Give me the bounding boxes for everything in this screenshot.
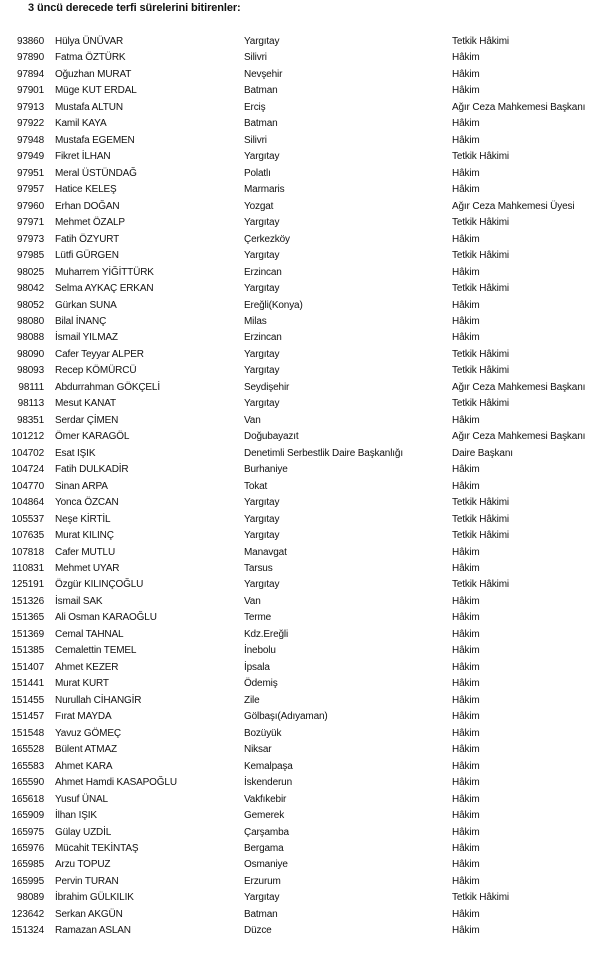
job-title: Hâkim	[452, 925, 480, 937]
registry-number: 165976	[11, 842, 44, 854]
list-row	[0, 248, 600, 264]
person-name: Ali Osman KARAOĞLU	[55, 612, 157, 624]
registry-number: 98351	[16, 414, 44, 426]
registry-number: 97948	[16, 134, 44, 146]
registry-number: 165909	[11, 810, 44, 822]
place-of-duty: Seydişehir	[244, 381, 290, 393]
job-title: Hâkim	[452, 52, 480, 64]
job-title: Hâkim	[452, 233, 480, 245]
registry-number: 151324	[11, 925, 44, 937]
person-name: Fatih ÖZYURT	[55, 233, 120, 245]
job-title: Tetkik Hâkimi	[452, 365, 509, 377]
place-of-duty: Erzincan	[244, 266, 282, 278]
person-name: Nurullah CİHANGİR	[55, 694, 142, 706]
list-row	[0, 413, 600, 429]
place-of-duty: Tarsus	[244, 563, 273, 574]
job-title: Hâkim	[452, 68, 480, 80]
place-of-duty: Ereğli(Konya)	[244, 299, 303, 311]
registry-number: 98113	[17, 398, 44, 410]
person-name: Serdar ÇİMEN	[55, 414, 119, 426]
job-title: Hâkim	[452, 760, 480, 772]
job-title: Tetkik Hâkimi	[452, 250, 509, 262]
place-of-duty: Niksar	[244, 744, 272, 756]
person-name: Muharrem YİĞİTTÜRK	[55, 266, 154, 278]
person-name: Ahmet KARA	[55, 760, 113, 772]
person-name: Neşe KİRTİL	[55, 513, 111, 525]
person-name: İbrahim GÜLKILIK	[55, 892, 134, 904]
list-row	[0, 495, 600, 511]
place-of-duty: Burhaniye	[244, 464, 288, 476]
registry-number: 98090	[16, 348, 44, 360]
place-of-duty: Yargıtay	[244, 348, 280, 360]
job-title: Hâkim	[452, 826, 480, 838]
registry-number: 97957	[16, 184, 44, 196]
place-of-duty: Denetimli Serbestlik Daire Başkanlığı	[244, 447, 403, 459]
job-title: Hâkim	[452, 859, 480, 871]
list-row	[0, 166, 600, 182]
list-row	[0, 907, 600, 923]
place-of-duty: Yargıtay	[244, 36, 280, 47]
list-row	[0, 808, 600, 824]
job-title: Hâkim	[452, 727, 480, 739]
registry-number: 151441	[11, 678, 44, 690]
person-name: Yavuz GÖMEÇ	[55, 727, 121, 739]
registry-number: 165528	[11, 744, 44, 756]
registry-number: 107818	[11, 546, 44, 558]
place-of-duty: Yargıtay	[244, 151, 280, 163]
person-name: İsmail SAK	[55, 595, 103, 607]
registry-number: 151548	[11, 727, 44, 739]
registry-number: 97913	[16, 101, 44, 113]
place-of-duty: Yozgat	[244, 200, 274, 212]
place-of-duty: Ödemiş	[244, 678, 278, 690]
job-title: Tetkik Hâkimi	[452, 579, 509, 591]
job-title: Hâkim	[452, 134, 480, 146]
registry-number: 151455	[11, 694, 44, 706]
person-name: Cemal TAHNAL	[55, 628, 124, 640]
list-row	[0, 709, 600, 725]
job-title: Tetkik Hâkimi	[452, 497, 509, 509]
place-of-duty: Silivri	[244, 52, 267, 64]
job-title: Hâkim	[452, 332, 480, 344]
registry-number: 165985	[11, 859, 44, 871]
list-row	[0, 643, 600, 659]
job-title: Hâkim	[452, 315, 480, 327]
place-of-duty: Vakfıkebir	[244, 793, 287, 805]
registry-number: 97951	[16, 167, 44, 179]
registry-number: 104770	[11, 480, 44, 492]
job-title: Hâkim	[452, 563, 480, 574]
person-name: Fırat MAYDA	[55, 711, 112, 723]
job-title: Hâkim	[452, 842, 480, 854]
list-row	[0, 83, 600, 99]
person-name: Yusuf ÜNAL	[55, 793, 108, 805]
list-row	[0, 923, 600, 939]
registry-number: 165590	[11, 777, 44, 789]
job-title: Ağır Ceza Mahkemesi Başkanı	[452, 431, 586, 443]
list-row	[0, 857, 600, 873]
person-name: Cafer MUTLU	[55, 546, 116, 558]
place-of-duty: Van	[244, 595, 261, 607]
registry-number: 123642	[11, 908, 44, 920]
place-of-duty: Bergama	[244, 842, 284, 854]
registry-number: 97985	[16, 250, 44, 262]
place-of-duty: Yargıtay	[244, 365, 280, 377]
place-of-duty: Yargıtay	[244, 497, 280, 509]
person-name: Erhan DOĞAN	[55, 200, 120, 212]
registry-number: 104724	[11, 464, 44, 476]
person-name: Müge KUT ERDAL	[55, 85, 137, 97]
job-title: Tetkik Hâkimi	[452, 530, 509, 542]
person-name: Hülya ÜNÜVAR	[55, 36, 124, 47]
registry-number: 97960	[16, 200, 44, 212]
place-of-duty: Yargıtay	[244, 217, 280, 229]
job-title: Hâkim	[452, 184, 480, 196]
place-of-duty: Erciş	[244, 101, 266, 113]
registry-number: 98080	[16, 315, 44, 327]
list-row	[0, 759, 600, 775]
place-of-duty: İnebolu	[244, 645, 276, 657]
job-title: Hâkim	[452, 744, 480, 756]
list-row	[0, 380, 600, 396]
registry-number: 97901	[16, 85, 44, 97]
list-row	[0, 825, 600, 841]
place-of-duty: Erzincan	[244, 332, 282, 344]
job-title: Daire Başkanı	[452, 447, 513, 459]
list-row	[0, 281, 600, 297]
job-title: Hâkim	[452, 464, 480, 476]
place-of-duty: İskenderun	[244, 777, 292, 789]
list-row	[0, 67, 600, 83]
job-title: Hâkim	[452, 299, 480, 311]
place-of-duty: Yargıtay	[244, 579, 280, 591]
registry-number: 107635	[11, 530, 44, 542]
place-of-duty: Çarşamba	[244, 826, 289, 838]
list-row	[0, 676, 600, 692]
person-name: Ömer KARAGÖL	[55, 431, 130, 443]
person-name: Recep KÖMÜRCÜ	[55, 365, 137, 377]
list-row	[0, 726, 600, 742]
list-row	[0, 890, 600, 906]
list-row	[0, 775, 600, 791]
person-name: Cemalettin TEMEL	[55, 645, 137, 657]
registry-number: 165995	[11, 875, 44, 887]
person-name: İlhan IŞIK	[55, 810, 97, 822]
person-name: Selma AYKAÇ ERKAN	[55, 283, 154, 295]
place-of-duty: Yargıtay	[244, 530, 280, 542]
job-title: Hâkim	[452, 414, 480, 426]
registry-number: 98088	[16, 332, 44, 344]
place-of-duty: Düzce	[244, 925, 272, 937]
registry-number: 101212	[11, 431, 44, 443]
registry-number: 151457	[11, 711, 44, 723]
person-name: Pervin TURAN	[55, 875, 119, 887]
person-name: Meral ÜSTÜNDAĞ	[55, 167, 137, 179]
registry-number: 97922	[16, 118, 44, 130]
job-title: Tetkik Hâkimi	[452, 892, 509, 904]
registry-number: 97894	[16, 68, 44, 80]
list-row	[0, 50, 600, 66]
job-title: Tetkik Hâkimi	[452, 348, 509, 360]
registry-number: 151365	[11, 612, 44, 624]
place-of-duty: Batman	[244, 85, 278, 97]
list-row	[0, 116, 600, 132]
list-row	[0, 512, 600, 528]
job-title: Hâkim	[452, 266, 480, 278]
list-row	[0, 149, 600, 165]
list-row	[0, 561, 600, 577]
job-title: Hâkim	[452, 678, 480, 690]
person-name: Mücahit TEKİNTAŞ	[55, 842, 139, 854]
registry-number: 98042	[16, 283, 44, 295]
list-row	[0, 347, 600, 363]
job-title: Tetkik Hâkimi	[452, 398, 509, 410]
registry-number: 98089	[16, 892, 44, 904]
job-title: Hâkim	[452, 661, 480, 673]
place-of-duty: Yargıtay	[244, 513, 280, 525]
registry-number: 98052	[16, 299, 44, 311]
job-title: Hâkim	[452, 694, 480, 706]
registry-number: 165583	[11, 760, 44, 772]
place-of-duty: Marmaris	[244, 184, 285, 196]
registry-number: 97949	[16, 151, 44, 163]
list-row	[0, 693, 600, 709]
list-row	[0, 874, 600, 890]
place-of-duty: Zile	[244, 694, 260, 706]
registry-number: 165975	[11, 826, 44, 838]
promotion-list	[0, 34, 600, 940]
person-name: Oğuzhan MURAT	[55, 68, 132, 80]
place-of-duty: Çerkezköy	[244, 233, 290, 245]
person-name: Fatma ÖZTÜRK	[55, 52, 126, 64]
list-row	[0, 100, 600, 116]
registry-number: 104864	[11, 497, 44, 509]
job-title: Tetkik Hâkimi	[452, 217, 509, 229]
person-name: Lütfi GÜRGEN	[55, 250, 119, 262]
person-name: Kamil KAYA	[55, 118, 107, 130]
registry-number: 125191	[11, 579, 44, 591]
place-of-duty: Batman	[244, 118, 278, 130]
registry-number: 151369	[11, 628, 44, 640]
registry-number: 97971	[16, 217, 44, 229]
person-name: Murat KURT	[55, 678, 109, 690]
place-of-duty: Doğubayazıt	[244, 431, 299, 443]
place-of-duty: İpsala	[244, 661, 270, 673]
list-row	[0, 298, 600, 314]
job-title: Tetkik Hâkimi	[452, 36, 509, 47]
job-title: Ağır Ceza Mahkemesi Üyesi	[452, 200, 575, 212]
job-title: Hâkim	[452, 167, 480, 179]
job-title: Hâkim	[452, 546, 480, 558]
list-row	[0, 462, 600, 478]
place-of-duty: Yargıtay	[244, 250, 280, 262]
person-name: Mehmet ÖZALP	[55, 217, 125, 229]
job-title: Hâkim	[452, 85, 480, 97]
list-row	[0, 215, 600, 231]
list-row	[0, 545, 600, 561]
job-title: Tetkik Hâkimi	[452, 513, 509, 525]
list-row	[0, 182, 600, 198]
document-heading: 3 üncü derecede terfi sürelerini bitirenler:	[28, 2, 241, 14]
person-name: Ramazan ASLAN	[55, 925, 131, 937]
place-of-duty: Milas	[244, 315, 267, 327]
person-name: Mesut KANAT	[55, 398, 116, 410]
job-title: Hâkim	[452, 711, 480, 723]
place-of-duty: Yargıtay	[244, 892, 280, 904]
job-title: Hâkim	[452, 612, 480, 624]
place-of-duty: Batman	[244, 908, 278, 920]
place-of-duty: Gölbaşı(Adıyaman)	[244, 711, 328, 723]
place-of-duty: Tokat	[244, 480, 268, 492]
person-name: Özgür KILINÇOĞLU	[55, 579, 144, 591]
place-of-duty: Van	[244, 414, 261, 426]
place-of-duty: Manavgat	[244, 546, 287, 558]
list-row	[0, 660, 600, 676]
list-row	[0, 429, 600, 445]
job-title: Hâkim	[452, 645, 480, 657]
job-title: Hâkim	[452, 777, 480, 789]
registry-number: 165618	[11, 793, 44, 805]
place-of-duty: Kdz.Ereğli	[244, 628, 289, 640]
registry-number: 93860	[16, 36, 44, 47]
registry-number: 151385	[11, 645, 44, 657]
job-title: Hâkim	[452, 628, 480, 640]
list-row	[0, 479, 600, 495]
job-title: Hâkim	[452, 595, 480, 607]
list-row	[0, 265, 600, 281]
person-name: Serkan AKGÜN	[55, 908, 123, 920]
list-row	[0, 594, 600, 610]
list-row	[0, 314, 600, 330]
place-of-duty: Kemalpaşa	[244, 760, 293, 772]
job-title: Hâkim	[452, 793, 480, 805]
list-row	[0, 792, 600, 808]
registry-number: 97973	[16, 233, 44, 245]
place-of-duty: Yargıtay	[244, 398, 280, 410]
list-row	[0, 363, 600, 379]
list-row	[0, 841, 600, 857]
list-row	[0, 34, 600, 50]
registry-number: 151326	[11, 595, 44, 607]
place-of-duty: Yargıtay	[244, 283, 280, 295]
list-row	[0, 330, 600, 346]
job-title: Ağır Ceza Mahkemesi Başkanı	[452, 381, 586, 393]
person-name: Murat KILINÇ	[55, 530, 114, 542]
job-title: Hâkim	[452, 875, 480, 887]
place-of-duty: Nevşehir	[244, 68, 283, 80]
person-name: Mustafa EGEMEN	[55, 134, 135, 146]
list-row	[0, 577, 600, 593]
place-of-duty: Erzurum	[244, 875, 281, 887]
list-row	[0, 528, 600, 544]
person-name: Arzu TOPUZ	[55, 859, 111, 871]
person-name: Ahmet KEZER	[55, 661, 119, 673]
list-row	[0, 232, 600, 248]
person-name: Yonca ÖZCAN	[55, 497, 119, 509]
list-row	[0, 446, 600, 462]
person-name: Mehmet UYAR	[55, 563, 120, 574]
registry-number: 98093	[16, 365, 44, 377]
place-of-duty: Osmaniye	[244, 859, 288, 871]
person-name: Gürkan SUNA	[55, 299, 117, 311]
person-name: Hatice KELEŞ	[55, 184, 117, 196]
registry-number: 110831	[12, 563, 44, 574]
list-row	[0, 742, 600, 758]
registry-number: 97890	[16, 52, 44, 64]
person-name: İsmail YILMAZ	[55, 332, 118, 344]
list-row	[0, 627, 600, 643]
place-of-duty: Gemerek	[244, 810, 285, 822]
person-name: Gülay UZDİL	[55, 826, 112, 838]
person-name: Bülent ATMAZ	[55, 744, 117, 756]
person-name: Fatih DULKADİR	[55, 464, 129, 476]
job-title: Hâkim	[452, 810, 480, 822]
job-title: Hâkim	[452, 908, 480, 920]
person-name: Mustafa ALTUN	[55, 101, 123, 113]
place-of-duty: Terme	[244, 612, 272, 624]
person-name: Ahmet Hamdi KASAPOĞLU	[55, 777, 177, 789]
registry-number: 151407	[11, 661, 44, 673]
place-of-duty: Silivri	[244, 134, 267, 146]
place-of-duty: Bozüyük	[244, 727, 282, 739]
list-row	[0, 133, 600, 149]
job-title: Ağır Ceza Mahkemesi Başkanı	[452, 101, 586, 113]
job-title: Hâkim	[452, 480, 480, 492]
person-name: Sinan ARPA	[55, 480, 108, 492]
list-row	[0, 610, 600, 626]
place-of-duty: Polatlı	[244, 167, 271, 179]
list-row	[0, 199, 600, 215]
job-title: Tetkik Hâkimi	[452, 151, 509, 163]
person-name: Cafer Teyyar ALPER	[55, 348, 144, 360]
registry-number: 98025	[16, 266, 44, 278]
registry-number: 104702	[11, 447, 44, 459]
person-name: Abdurrahman GÖKÇELİ	[55, 381, 160, 393]
job-title: Hâkim	[452, 118, 480, 130]
person-name: Esat IŞIK	[55, 447, 96, 459]
list-row	[0, 396, 600, 412]
registry-number: 105537	[11, 513, 44, 525]
person-name: Bilal İNANÇ	[55, 315, 107, 327]
person-name: Fikret İLHAN	[55, 151, 111, 163]
registry-number: 98111	[18, 381, 44, 393]
job-title: Tetkik Hâkimi	[452, 283, 509, 295]
